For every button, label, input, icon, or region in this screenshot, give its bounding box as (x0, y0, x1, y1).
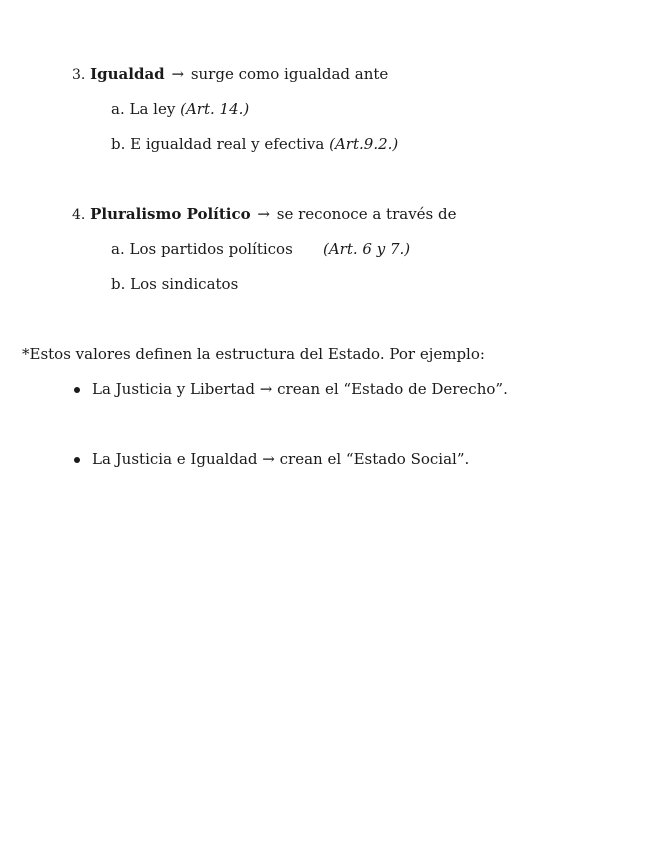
list-number: 3. (72, 67, 86, 83)
arrow-icon: → (257, 205, 270, 223)
article-ref: (Art. 14.) (180, 100, 250, 118)
note-paragraph: *Estos valores definen la estructura del Estado. Por ejemplo: (22, 345, 485, 363)
list-item-pluralismo (72, 204, 457, 225)
item-description: surge como igualdad ante (190, 65, 389, 83)
arrow-icon: → (262, 450, 275, 468)
sub-letter: b. (111, 135, 126, 153)
list-number: 4. (72, 207, 86, 223)
bullet-post: crean el “Estado Social”. (279, 450, 470, 468)
arrow-icon: → (259, 380, 273, 398)
term-igualdad: Igualdad (90, 65, 165, 83)
bullet-pre: La Justicia y Libertad (92, 380, 256, 398)
article-ref: (Art. 6 y 7.) (323, 240, 411, 258)
sub-letter: a. (111, 100, 125, 118)
bullet-pre: La Justicia e Igualdad (92, 450, 258, 468)
term-pluralismo: Pluralismo Político (90, 205, 251, 223)
sub-letter: b. (111, 275, 126, 293)
sub-item-igualdad-real (111, 134, 398, 154)
sub-item-sindicatos (111, 274, 238, 294)
sub-text: E igualdad real y efectiva (130, 135, 325, 153)
bullet-item-estado-derecho (92, 379, 508, 399)
article-ref: (Art.9.2.) (329, 135, 399, 153)
sub-text: Los partidos políticos (129, 240, 293, 258)
sub-item-partidos (111, 239, 293, 259)
arrow-icon: → (171, 65, 185, 83)
list-item-igualdad (72, 64, 388, 85)
bullet-post: crean el “Estado de Derecho”. (277, 380, 508, 398)
sub-text: La ley (129, 100, 176, 118)
sub-letter: a. (111, 240, 125, 258)
bullet-item-estado-social (92, 449, 469, 469)
sub-item-la-ley (111, 99, 249, 119)
bullet-icon (74, 457, 80, 463)
item-description: se reconoce a través de (276, 205, 457, 223)
bullet-icon (74, 387, 80, 393)
sub-text: Los sindicatos (130, 275, 239, 293)
